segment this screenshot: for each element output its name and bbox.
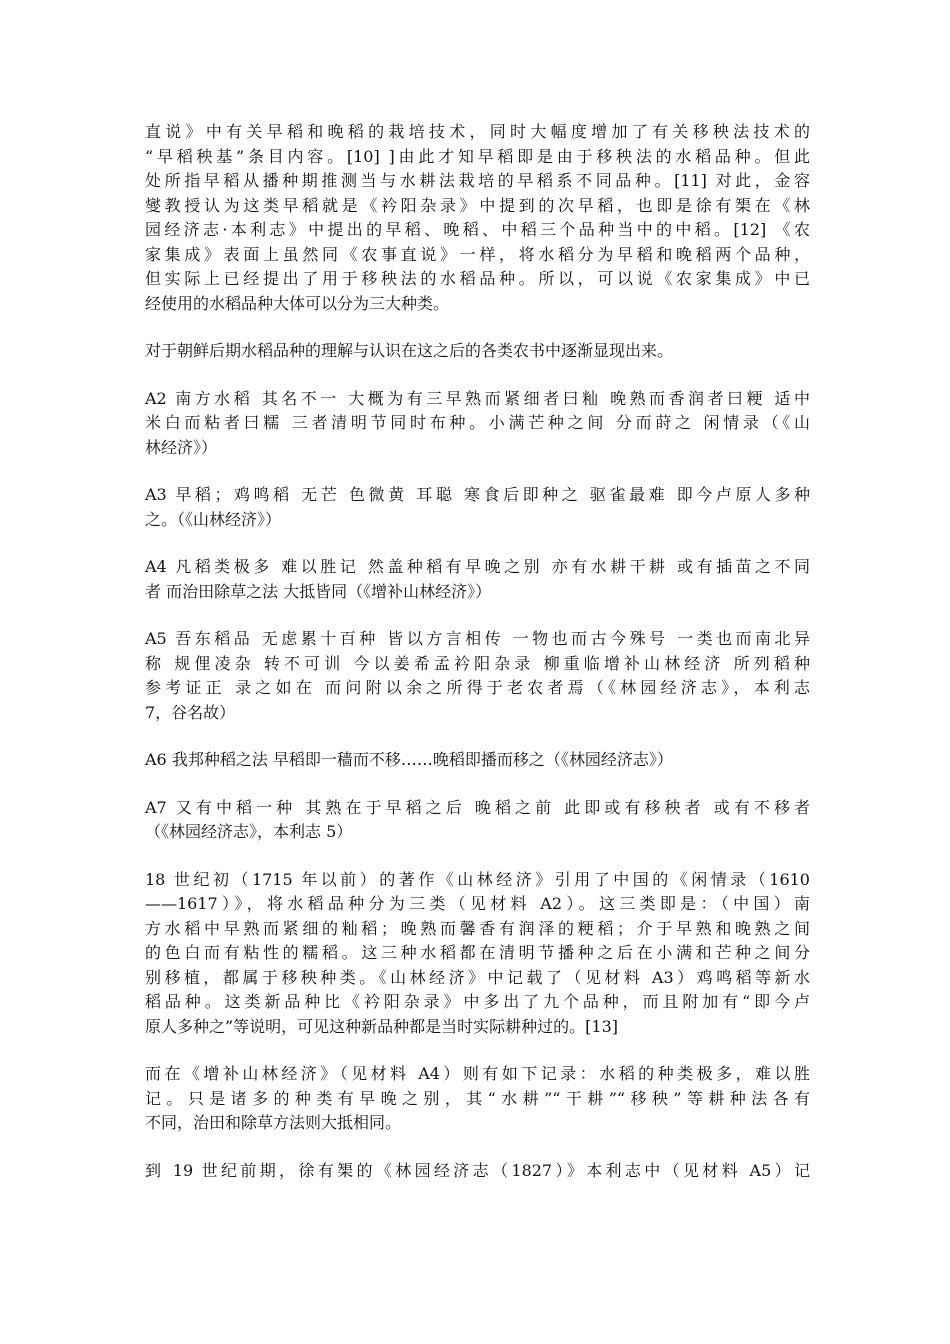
text-line: 对于朝鲜后期水稻品种的理解与认识在这之后的各类农书中逐渐显现出来。 (145, 341, 674, 360)
text-line: 之。（《山林经济》） (145, 509, 282, 529)
body-paragraph-later-understanding (145, 339, 810, 364)
text-line: 别移植，都属于移秧种类。《山林经济》中记载了（见材料 A3）鸡鸣稻等新水 (145, 967, 810, 987)
source-quote-a4 (145, 555, 810, 604)
text-line: A6 我邦种稻之法 早稻即一穑而不移……晚稻即播而移之（《林园经济志》） (145, 750, 673, 769)
text-line: 米白而粘者曰糯 三者清明节同时布种。小满芒种之间 分而莳之 闲情录（《山 (145, 413, 810, 432)
body-paragraph-19th-century (145, 1159, 810, 1184)
text-line: A5 吾东稻品 无虑累十百种 皆以方言相传 一物也而古今殊号 一类也而南北异 (145, 629, 810, 648)
text-line: 稻品种。这类新品种比《衿阳杂录》中多出了九个品种，而且附加有“即今卢 (145, 992, 810, 1011)
text-line: 称 规俚凌杂 转不可训 今以姜希孟衿阳杂录 柳重临增补山林经济 所列稻种 (145, 653, 810, 673)
text-line: ——1617）》，将水稻品种分为三类（见材料 A2）。这三类即是：（中国）南 (145, 894, 810, 913)
text-line: 原人多种之”等说明，可见这种新品种都是当时实际耕种过的。[13] (145, 1016, 619, 1036)
text-line: “早稻秧基”条目内容。[10] ]由此才知早稻即是由于移秧法的水稻品种。但此 (145, 146, 810, 166)
text-line: 的色白而有粘性的糯稻。这三种水稻都在清明节播种之后在小满和芒种之间分 (145, 943, 810, 962)
text-line: A2 南方水稻 其名不一 大概为有三早熟而紧细者曰籼 晚熟而香润者曰粳 适中 (145, 388, 810, 408)
source-quote-a3 (145, 483, 810, 532)
text-line: 直说》中有关早稻和晚稻的栽培技术，同时大幅度增加了有关移秧法技术的 (145, 122, 810, 141)
text-line: 记。只是诸多的种类有早晚之别，其“水耕”“干耕”“移秧”等耕种法各有 (145, 1088, 810, 1108)
source-quote-a5 (145, 627, 810, 725)
source-quote-a7 (145, 796, 810, 845)
text-line: 18 世纪初（1715 年以前）的著作《山林经济》引用了中国的《闲情录（1610 (145, 869, 810, 889)
text-line: （《林园经济志》，本利志 5） (145, 822, 353, 841)
text-line: A4 凡稻类极多 难以胜记 然盖种稻有早晚之别 亦有水耕干耕 或有插苗之不同 (145, 557, 810, 576)
body-paragraph-zengbu (145, 1062, 810, 1136)
body-paragraph-rice-varieties (145, 120, 810, 316)
text-line: 家集成》表面上虽然同《农事直说》一样，将水稻分为早稻和晚稻两个品种， (145, 244, 810, 264)
text-line: 处所指早稻从播种期推测当与水耕法栽培的早稻系不同品种。[11] 对此，金容 (145, 171, 810, 190)
source-quote-a6 (145, 748, 810, 773)
text-line: 者 而治田除草之法 大抵皆同（《增补山林经济》） (145, 581, 492, 601)
text-line: 方水稻中早熟而紧细的籼稻；晚熟而馨香有润泽的粳稻；介于早熟和晚熟之间 (145, 918, 810, 938)
text-line: 7，谷名故） (145, 702, 236, 722)
text-line: 而在《增补山林经济》（见材料 A4）则有如下记录：水稻的种类极多，难以胜 (145, 1064, 810, 1083)
text-line: 园经济志·本利志》中提出的早稻、晚稻、中稻三个品种当中的中稻。[12] 《农 (145, 220, 810, 239)
text-line: 不同，治田和除草方法则大抵相同。 (145, 1113, 402, 1132)
text-line: 林经济》） (145, 437, 218, 457)
text-line: 经使用的水稻品种大体可以分为三大种类。 (145, 293, 450, 313)
text-line: 参考证正 录之如在 而问附以余之所得于老农者焉（《林园经济志》，本利志 (145, 678, 810, 697)
text-line: 燮教授认为这类早稻就是《衿阳杂录》中提到的次早稻，也即是徐有榘在《林 (145, 195, 810, 215)
body-paragraph-shanlin-jingji (145, 868, 810, 1040)
text-line: A3 早稻；鸡鸣稻 无芒 色微黄 耳聪 寒食后即种之 驱雀最难 即今卢原人多种 (145, 485, 810, 504)
text-line: 但实际上已经提出了用于移秧法的水稻品种。所以，可以说《农家集成》中已 (145, 269, 810, 288)
text-line: A7 又有中稻一种 其熟在于早稻之后 晚稻之前 此即或有移秧者 或有不移者 (145, 797, 810, 817)
text-line: 到 19 世纪前期，徐有榘的《林园经济志（1827）》本利志中（见材料 A5）记 (145, 1160, 810, 1180)
document-page (145, 120, 810, 1206)
source-quote-a2 (145, 387, 810, 461)
